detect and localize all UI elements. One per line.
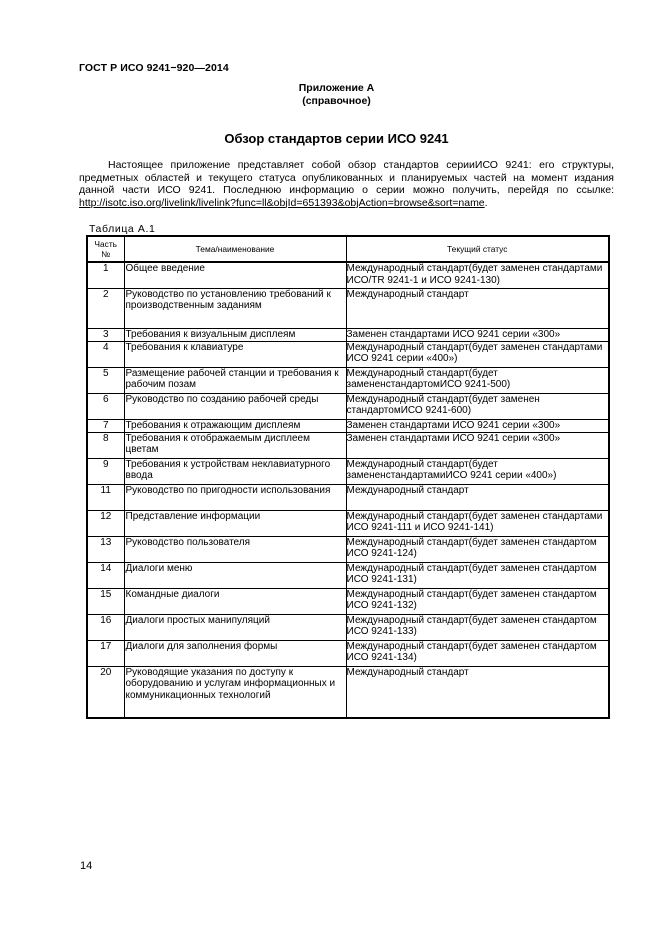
status-cell: Международный стандарт(будет заменен стандартами ИСО 9241 серии «400») [346, 341, 609, 367]
topic-cell: Размещение рабочей станции и требования к рабочим позам [124, 367, 346, 393]
appendix-title: Приложение А [298, 82, 375, 94]
part-number-cell: 12 [87, 510, 124, 536]
page-number: 14 [80, 860, 93, 872]
table-body [87, 262, 609, 718]
intro-text: Настоящее приложение представляет собой обзор стандартов серииИСО 9241: его структуры, предметных областей и текущего статуса опубликованных и планируемых частей на момент издания данной части ИСО 9241. Последнюю информацию о серии можно получить, перейдя по ссылке: [79, 159, 614, 197]
topic-cell: Командные диалоги [124, 588, 346, 614]
table-row [87, 588, 609, 614]
part-number-cell: 1 [87, 262, 124, 288]
table-row [87, 536, 609, 562]
status-cell: Международный стандарт [346, 484, 609, 510]
part-number-cell: 11 [87, 484, 124, 510]
part-number-cell: 17 [87, 640, 124, 666]
status-cell: Международный стандарт(будет заменен стандартами ИСО/TR 9241-1 и ИСО 9241-130) [346, 262, 609, 288]
table-row [87, 262, 609, 288]
table-row [87, 614, 609, 640]
table-row [87, 484, 609, 510]
topic-cell: Руководство по пригодности использования [124, 484, 346, 510]
topic-cell: Требования к визуальным дисплеям [124, 328, 346, 341]
part-number-cell: 15 [87, 588, 124, 614]
appendix-heading [0, 82, 661, 108]
status-cell: Заменен стандартами ИСО 9241 серии «300» [346, 432, 609, 458]
topic-cell: Требования к отражающим дисплеям [124, 419, 346, 432]
table-row [87, 640, 609, 666]
table-row [87, 341, 609, 367]
table-row [87, 393, 609, 419]
topic-cell: Диалоги для заполнения формы [124, 640, 346, 666]
topic-cell: Общее введение [124, 262, 346, 288]
header-topic: Тема/наименование [124, 236, 346, 262]
topic-cell: Диалоги простых манипуляций [124, 614, 346, 640]
standards-table [86, 235, 610, 719]
part-number-cell: 8 [87, 432, 124, 458]
status-cell: Заменен стандартами ИСО 9241 серии «300» [346, 419, 609, 432]
status-cell: Международный стандарт [346, 288, 609, 328]
part-number-cell: 20 [87, 666, 124, 718]
table-row [87, 562, 609, 588]
part-number-cell: 13 [87, 536, 124, 562]
topic-cell: Требования к устройствам неклавиатурного ввода [124, 458, 346, 484]
intro-paragraph [79, 159, 614, 209]
part-number-cell: 2 [87, 288, 124, 328]
part-number-cell: 3 [87, 328, 124, 341]
part-number-cell: 6 [87, 393, 124, 419]
topic-cell: Руководящие указания по доступу к оборудованию и услугам информационных и коммуникационных технологий [124, 666, 346, 718]
status-cell: Международный стандарт(будет заменен стандартом ИСО 9241-134) [346, 640, 609, 666]
topic-cell: Руководство по созданию рабочей среды [124, 393, 346, 419]
topic-cell: Диалоги меню [124, 562, 346, 588]
appendix-subtitle: (справочное) [302, 95, 371, 107]
table-row [87, 419, 609, 432]
part-number-cell: 4 [87, 341, 124, 367]
status-cell: Международный стандарт [346, 666, 609, 718]
header-part-number: Часть № [87, 236, 124, 262]
topic-cell: Руководство по установлению требований к производственным заданиям [124, 288, 346, 328]
status-cell: Заменен стандартами ИСО 9241 серии «300» [346, 328, 609, 341]
section-title: Обзор стандартов серии ИСО 9241 [224, 131, 449, 146]
status-cell: Международный стандарт(будет заменен стандартом ИСО 9241-124) [346, 536, 609, 562]
topic-cell: Требования к отображаемым дисплеем цветам [124, 432, 346, 458]
status-cell: Международный стандарт(будет заменен стандартом ИСО 9241-132) [346, 588, 609, 614]
header-status: Текущий статус [346, 236, 609, 262]
table-row [87, 510, 609, 536]
table-header-row [87, 236, 609, 262]
status-cell: Международный стандарт(будет замененстандартамиИСО 9241 серии «400») [346, 458, 609, 484]
intro-end: . [484, 196, 488, 209]
topic-cell: Руководство пользователя [124, 536, 346, 562]
table-row [87, 432, 609, 458]
status-cell: Международный стандарт(будет заменен стандартом ИСО 9241-133) [346, 614, 609, 640]
status-cell: Международный стандарт(будет заменен стандартами ИСО 9241-111 и ИСО 9241-141) [346, 510, 609, 536]
table-row [87, 328, 609, 341]
part-number-cell: 14 [87, 562, 124, 588]
table-row [87, 458, 609, 484]
document-code: ГОСТ Р ИСО 9241−920—2014 [79, 62, 229, 74]
status-cell: Международный стандарт(будет заменен стандартом ИСО 9241-131) [346, 562, 609, 588]
part-number-cell: 7 [87, 419, 124, 432]
part-number-cell: 9 [87, 458, 124, 484]
part-number-cell: 5 [87, 367, 124, 393]
status-cell: Международный стандарт(будет замененстандартомИСО 9241-500) [346, 367, 609, 393]
table-row [87, 666, 609, 718]
table-row [87, 367, 609, 393]
topic-cell: Представление информации [124, 510, 346, 536]
part-number-cell: 16 [87, 614, 124, 640]
table-caption: Таблица А.1 [89, 223, 156, 235]
topic-cell: Требования к клавиатуре [124, 341, 346, 367]
table-row [87, 288, 609, 328]
iso-livelink-link[interactable]: http://isotc.iso.org/livelink/livelink?func=ll&objId=651393&objAction=browse&sort=name [79, 196, 485, 209]
status-cell: Международный стандарт(будет заменен стандартомИСО 9241-600) [346, 393, 609, 419]
